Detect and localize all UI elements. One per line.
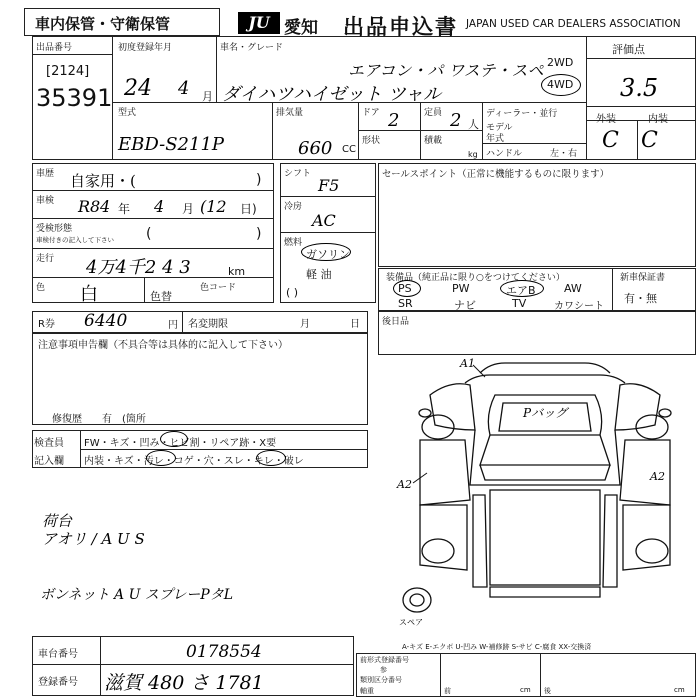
form-title: 出品申込書 bbox=[343, 15, 458, 39]
inspector-label: 検査員 bbox=[34, 438, 64, 449]
plate-value: 滋賀 480 さ 1781 bbox=[104, 672, 264, 694]
inspection-year-unit: 年 bbox=[118, 202, 131, 216]
cooling-label: 冷房 bbox=[284, 202, 303, 212]
warranty-label: 新車保証書 bbox=[620, 273, 666, 283]
color-label: 色 bbox=[36, 283, 46, 293]
scuff-circle bbox=[256, 450, 286, 466]
exterior-grade: C bbox=[602, 128, 619, 153]
inspection-year: 4 bbox=[100, 197, 111, 216]
prev-num-label: 類別区分番号 bbox=[360, 676, 402, 684]
inspector-label2: 記入欄 bbox=[34, 456, 64, 467]
ju-logo bbox=[238, 12, 280, 34]
mileage-unit: km bbox=[228, 265, 246, 278]
stain-circle bbox=[146, 450, 176, 466]
dealer-model-label: モデル bbox=[486, 123, 513, 133]
equip-navi: ナビ bbox=[454, 299, 476, 312]
registration-month-unit: 月 bbox=[202, 90, 213, 103]
warranty-value: 有・無 bbox=[624, 292, 657, 305]
rear-label: 後 bbox=[544, 687, 551, 695]
receive-open: ( bbox=[146, 226, 152, 242]
chassis-label: 車台番号 bbox=[38, 649, 78, 660]
inspection-era: R8 bbox=[78, 197, 101, 216]
dealer-year-label: 年式 bbox=[486, 134, 505, 144]
recycle-value: 6440 bbox=[84, 311, 128, 331]
notes-label: 注意事項申告欄（不具合等は具体的に記入して下さい） bbox=[38, 340, 288, 351]
recycle-unit: 円 bbox=[168, 320, 178, 331]
car-damage-diagram bbox=[395, 355, 695, 640]
note-gate: アオリ / A U S bbox=[42, 530, 145, 548]
lot-number: 35391 bbox=[36, 84, 113, 112]
ref-label: 参 bbox=[380, 666, 387, 674]
fuel-other: ( ) bbox=[286, 286, 299, 299]
extra-equipment-section bbox=[378, 311, 696, 355]
inspection-label: 車検 bbox=[36, 196, 55, 206]
shift-value: F5 bbox=[318, 176, 340, 195]
dent-circle bbox=[160, 431, 188, 447]
doors-value: 2 bbox=[388, 110, 400, 131]
extra-equip-label: 後日品 bbox=[382, 317, 410, 327]
diagram-pass: Pバッグ bbox=[523, 406, 568, 420]
inspection-month-unit: 月 bbox=[182, 202, 195, 216]
displacement-value: 660 bbox=[298, 138, 333, 159]
fuel-diesel: 軽 油 bbox=[306, 268, 332, 281]
storage-type-box bbox=[24, 8, 220, 36]
equip-ps: PS bbox=[398, 282, 412, 295]
car-grade: エアコン・パ ワステ・スペ bbox=[348, 61, 544, 80]
displacement-unit: CC bbox=[342, 144, 356, 155]
registration-year: 24 bbox=[124, 76, 152, 101]
inspection-day: (12 bbox=[200, 197, 227, 216]
capacity-label: 定員 bbox=[424, 108, 443, 118]
cm-label-2: cm bbox=[674, 686, 685, 694]
capacity-unit: 人 bbox=[468, 118, 479, 131]
note-bonnet: ボンネット A U スプレーPタL bbox=[40, 587, 233, 603]
equip-pw: PW bbox=[452, 282, 470, 295]
logo-text: JU bbox=[248, 13, 270, 32]
fuel-gasoline: ガソリン bbox=[306, 248, 350, 261]
expiry-month: 月 bbox=[300, 319, 310, 330]
interior-label: 内装 bbox=[648, 114, 668, 125]
diagram-a2-right: A2 bbox=[650, 470, 665, 483]
fuel-label: 燃料 bbox=[284, 238, 303, 248]
shift-label: シフト bbox=[284, 169, 312, 179]
damage-legend: A-キズ E-エクボ U-凹み W-補修跡 S-サビ C-腐食 XX-交換済 bbox=[402, 643, 592, 651]
history-label: 車歴 bbox=[36, 169, 55, 179]
storage-type: 車内保管・守衛保管 bbox=[35, 15, 171, 33]
handle-label: ハンドル bbox=[486, 149, 523, 159]
diagram-a1: A1 bbox=[460, 357, 475, 370]
org-name: 愛知 bbox=[284, 18, 318, 38]
color-code-label: 色コード bbox=[200, 283, 237, 293]
interior-grade: C bbox=[641, 128, 658, 153]
shape-label: 形状 bbox=[362, 136, 381, 146]
rating-score: 3.5 bbox=[620, 74, 659, 102]
plate-label: 登録番号 bbox=[38, 677, 78, 688]
shaft-label: 軸重 bbox=[360, 687, 374, 695]
recycle-label: R券 bbox=[38, 319, 55, 330]
prev-reg-label: 前形式登録番号 bbox=[360, 656, 409, 664]
equip-sr: SR bbox=[398, 297, 413, 310]
four-wd-label: 4WD bbox=[547, 78, 574, 91]
inspector-row2: 内装・キズ・汚レ・コゲ・穴・スレ・キレ・破レ bbox=[84, 456, 304, 467]
inspection-day-unit: 日) bbox=[240, 202, 257, 216]
note-bed: 荷台 bbox=[42, 512, 73, 530]
receive-sub: 車検付きの記入して下さい bbox=[36, 236, 114, 244]
cooling-value: AC bbox=[312, 211, 336, 230]
expiry-day: 日 bbox=[350, 319, 360, 330]
history-value: 自家用・( bbox=[70, 172, 136, 190]
car-name-label: 車名・グレード bbox=[220, 43, 284, 53]
rating-label: 評価点 bbox=[612, 43, 645, 56]
repair-history: 修復歴 有 (箇所 bbox=[52, 414, 146, 425]
inspection-month: 4 bbox=[154, 197, 165, 216]
color-change-label: 色替 bbox=[150, 290, 172, 303]
exterior-label: 外装 bbox=[596, 114, 616, 125]
mileage-value: 4万4千2 4 3 bbox=[86, 257, 191, 278]
cm-label-1: cm bbox=[520, 686, 531, 694]
mileage-label: 走行 bbox=[36, 254, 55, 264]
inspector-row1: FW・キズ・凹み・ヒビ割・リペア跡・X要 bbox=[84, 438, 277, 449]
doors-label: ドア bbox=[362, 108, 380, 118]
registration-month: 4 bbox=[178, 78, 190, 99]
expiry-label: 名変期限 bbox=[188, 319, 228, 330]
lot-bracket: [2124] bbox=[46, 64, 90, 79]
load-unit: kg bbox=[468, 150, 478, 159]
load-label: 積載 bbox=[424, 136, 443, 146]
dealer-label: ディーラー・並行 bbox=[486, 109, 558, 119]
model-value: EBD-S211P bbox=[118, 134, 225, 155]
receive-label: 受検形態 bbox=[36, 224, 73, 234]
front-label: 前 bbox=[444, 687, 451, 695]
equip-airbag: エアB bbox=[506, 284, 536, 297]
equipment-label: 装備品（純正品に限り○をつけてください） bbox=[386, 273, 565, 283]
registration-label: 初度登録年月 bbox=[118, 43, 173, 53]
equip-seat: カワシート bbox=[554, 301, 604, 312]
two-wd-label: 2WD bbox=[547, 56, 574, 69]
car-name: ダイハツハイゼット ツャル bbox=[222, 84, 442, 105]
handle-options: 左・右 bbox=[550, 149, 578, 159]
equip-aw: AW bbox=[564, 282, 582, 295]
color-value: 白 bbox=[80, 284, 98, 305]
sales-point-label: セールスポイント（正常に機能するものに限ります） bbox=[382, 169, 610, 180]
model-label: 型式 bbox=[118, 108, 137, 118]
assoc-name: JAPAN USED CAR DEALERS ASSOCIATION bbox=[466, 18, 681, 30]
diagram-a2-left: A2 bbox=[397, 478, 412, 491]
equip-tv: TV bbox=[512, 297, 527, 310]
diagram-spare: スペア bbox=[399, 618, 423, 627]
chassis-value: 0178554 bbox=[186, 642, 262, 662]
lot-label: 出品番号 bbox=[36, 43, 73, 53]
displacement-label: 排気量 bbox=[276, 108, 304, 118]
capacity-value: 2 bbox=[450, 110, 462, 131]
history-close: ) bbox=[256, 172, 262, 188]
receive-close: ) bbox=[256, 226, 262, 242]
